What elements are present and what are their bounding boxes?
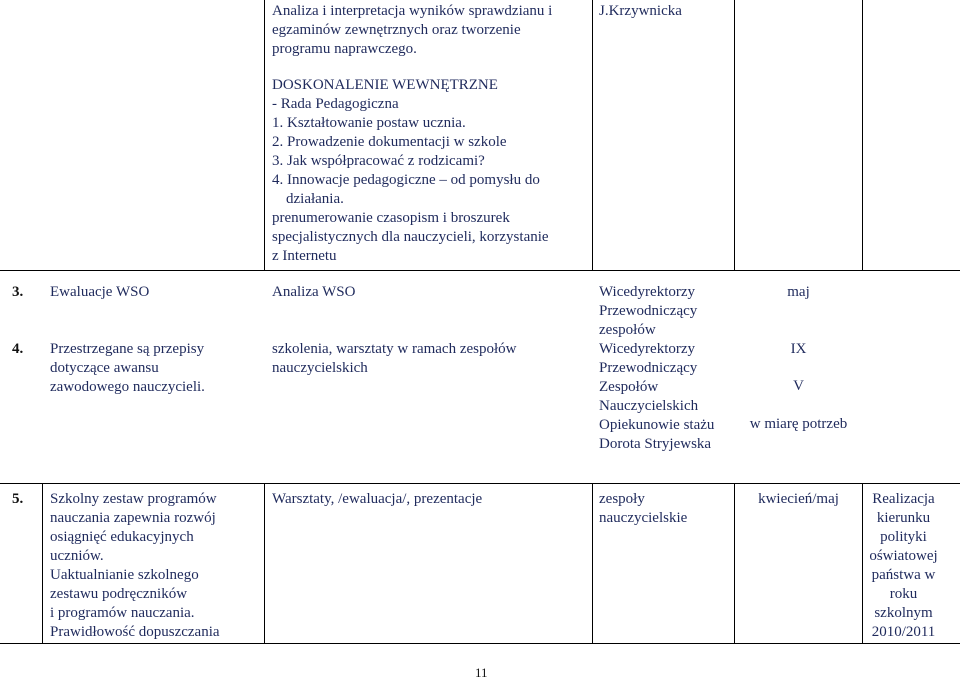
row5-task: Warsztaty, /ewaluacja/, prezentacje: [272, 491, 483, 507]
row4-date-2: V: [793, 378, 804, 394]
notes-line: 2010/2011: [871, 624, 936, 640]
top-task-line: egzaminów zewnętrznych oraz tworzenie: [272, 22, 521, 38]
training-line: 4. Innowacje pedagogiczne – od pomysłu do: [272, 172, 540, 188]
grid-vline-mid: [592, 0, 593, 270]
grid-hline-row5-bottom: [0, 643, 960, 644]
training-line: 2. Prowadzenie dokumentacji w szkole: [272, 134, 507, 150]
row5-date: kwiecień/maj: [758, 491, 839, 507]
resp-line: nauczycielskie: [599, 510, 688, 526]
title-line: i programów nauczania.: [50, 605, 195, 621]
title-line: Przestrzegane są przepisy: [50, 341, 205, 357]
resp-line: zespołów: [599, 322, 656, 338]
resp-line: Przewodniczący: [599, 303, 698, 319]
training-line: prenumerowanie czasopism i broszurek: [272, 210, 510, 226]
grid-vline-left: [264, 0, 265, 270]
row4-task: [272, 340, 517, 378]
task-line: nauczycielskich: [272, 360, 368, 376]
resp-line: zespoły: [599, 491, 645, 507]
notes-line: oświatowej: [869, 548, 938, 564]
training-line: działania.: [286, 191, 344, 207]
top-task-line: programu naprawczego.: [272, 41, 417, 57]
notes-line: kierunku: [876, 510, 931, 526]
title-line: zawodowego nauczycieli.: [50, 379, 205, 395]
notes-line: roku: [889, 586, 918, 602]
grid-vline-right: [734, 0, 735, 270]
row5-title: [50, 490, 220, 642]
row3-responsible: [599, 283, 697, 340]
row5-notes: [863, 490, 944, 642]
notes-line: państwa w: [871, 567, 936, 583]
title-line: Prawidłowość dopuszczania: [50, 624, 220, 640]
training-line: z Internetu: [272, 248, 337, 264]
row3-task: Analiza WSO: [272, 284, 356, 300]
row4-date-3: w miarę potrzeb: [749, 416, 848, 432]
top-responsible: J.Krzywnicka: [599, 3, 682, 19]
task-line: szkolenia, warsztaty w ramach zespołów: [272, 341, 517, 357]
title-line: Szkolny zestaw programów: [50, 491, 217, 507]
row4-title: [50, 340, 205, 397]
title-line: nauczania zapewnia rozwój: [50, 510, 216, 526]
page-number: 11: [475, 665, 488, 680]
top-task-line: Analiza i interpretacja wyników sprawdzianu i: [272, 3, 553, 19]
training-line: - Rada Pedagogiczna: [272, 96, 399, 112]
title-line: uczniów.: [50, 548, 104, 564]
internal-training-block: [272, 76, 549, 266]
row3-title: Ewaluacje WSO: [50, 284, 150, 300]
training-line: specjalistycznych dla nauczycieli, korzystanie: [272, 229, 549, 245]
notes-line: polityki: [880, 529, 927, 545]
training-line: 1. Kształtowanie postaw ucznia.: [272, 115, 466, 131]
training-line: DOSKONALENIE WEWNĘTRZNE: [272, 77, 498, 93]
notes-line: Realizacja: [872, 491, 935, 507]
training-line: 3. Jak współpracować z rodzicami?: [272, 153, 485, 169]
row5-responsible: [599, 490, 687, 528]
row4-date-1: IX: [790, 341, 807, 357]
row3-date: maj: [787, 284, 810, 300]
resp-line: Zespołów: [599, 379, 659, 395]
resp-line: Wicedyrektorzy: [599, 341, 696, 357]
row5-number: 5.: [12, 491, 24, 507]
title-line: osiągnięć edukacyjnych: [50, 529, 194, 545]
grid-vline-r5-3: [592, 483, 593, 644]
row4-responsible: [599, 340, 714, 454]
resp-line: Wicedyrektorzy: [599, 284, 696, 300]
resp-line: Przewodniczący: [599, 360, 698, 376]
grid-hline-row5-top: [0, 483, 960, 484]
resp-line: Opiekunowie stażu: [599, 417, 715, 433]
title-line: zestawu podręczników: [50, 586, 188, 602]
row4-number: 4.: [12, 341, 24, 357]
grid-hline-top-bottom: [0, 270, 960, 271]
top-task-analysis: [272, 2, 552, 59]
grid-vline-r5-1: [42, 483, 43, 644]
title-line: Uaktualnianie szkolnego: [50, 567, 199, 583]
grid-vline-r5-2: [264, 483, 265, 644]
row3-number: 3.: [12, 284, 24, 300]
resp-line: Dorota Stryjewska: [599, 436, 712, 452]
resp-line: Nauczycielskich: [599, 398, 699, 414]
title-line: dotyczące awansu: [50, 360, 159, 376]
notes-line: szkolnym: [874, 605, 933, 621]
grid-vline-far: [862, 0, 863, 270]
